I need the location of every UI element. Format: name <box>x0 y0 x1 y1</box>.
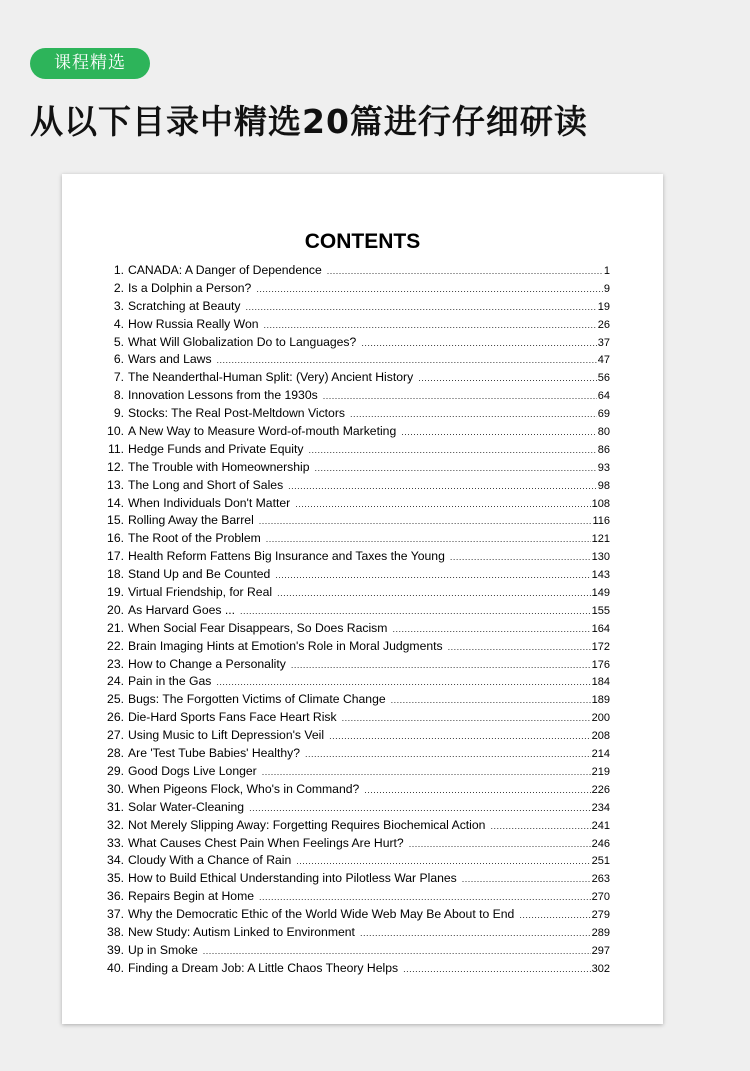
toc-dot-leader <box>315 460 597 477</box>
toc-entry-title: Not Merely Slipping Away: Forgetting Requires Biochemical Action <box>128 817 486 832</box>
toc-entry-number: 12. <box>107 459 124 474</box>
toc-entry-page: 251 <box>591 855 610 868</box>
toc-entry-number: 10. <box>107 424 124 439</box>
toc-entry-page: 172 <box>591 640 610 653</box>
toc-dot-leader <box>296 853 590 870</box>
toc-dot-leader <box>409 836 591 853</box>
toc-entry <box>96 763 610 781</box>
toc-entry-title: How to Change a Personality <box>128 656 286 671</box>
toc-entry <box>96 960 610 978</box>
toc-entry-title: Health Reform Fattens Big Insurance and Taxes the Young <box>128 549 445 564</box>
toc-dot-leader <box>249 800 591 817</box>
toc-entry-number: 7. <box>113 370 124 385</box>
toc-entry-number: 9. <box>113 406 124 421</box>
toc-entry-page: 200 <box>591 712 610 725</box>
toc-entry-number: 39. <box>107 942 124 957</box>
toc-entry-title: CANADA: A Danger of Dependence <box>128 263 322 277</box>
toc-entry <box>96 316 610 334</box>
toc-dot-leader <box>364 782 590 799</box>
toc-dot-leader <box>291 657 591 674</box>
toc-entry <box>96 441 610 459</box>
toc-entry <box>96 584 610 602</box>
toc-dot-leader <box>288 478 597 495</box>
toc-entry-page: 47 <box>597 354 610 367</box>
toc-entry-number: 22. <box>107 638 124 653</box>
toc-dot-leader <box>448 639 591 656</box>
toc-entry-page: 176 <box>591 658 610 671</box>
toc-entry <box>96 817 610 835</box>
toc-entry-number: 24. <box>107 674 124 689</box>
toc-entry-number: 8. <box>113 388 124 403</box>
toc-dot-leader <box>277 585 591 602</box>
toc-entry <box>96 745 610 763</box>
toc-entry-title: When Individuals Don't Matter <box>128 495 291 510</box>
toc-dot-leader <box>266 531 591 548</box>
toc-entry-number: 21. <box>107 620 124 635</box>
table-of-contents <box>96 262 610 978</box>
toc-entry-title: Are 'Test Tube Babies' Healthy? <box>128 746 300 761</box>
toc-dot-leader <box>305 746 591 763</box>
toc-entry-title: Virtual Friendship, for Real <box>128 585 273 600</box>
toc-entry-page: 214 <box>591 748 610 761</box>
toc-entry <box>96 334 610 352</box>
toc-entry-title: How Russia Really Won <box>128 316 259 331</box>
toc-dot-leader <box>203 943 591 960</box>
toc-entry-page: 164 <box>591 622 610 635</box>
toc-entry-page: 189 <box>591 694 610 707</box>
toc-entry <box>96 620 610 638</box>
toc-dot-leader <box>295 496 590 513</box>
toc-dot-leader <box>217 352 597 369</box>
toc-entry-title: A New Way to Measure Word-of-mouth Marketing <box>128 424 397 439</box>
toc-entry-number: 14. <box>107 495 124 510</box>
toc-entry-number: 29. <box>107 763 124 778</box>
book-contents-page <box>62 174 663 1024</box>
toc-dot-leader <box>462 871 591 888</box>
toc-entry-number: 33. <box>107 835 124 850</box>
toc-entry <box>96 673 610 691</box>
toc-entry-number: 2. <box>113 280 124 295</box>
toc-entry <box>96 548 610 566</box>
toc-entry-page: 64 <box>597 390 610 403</box>
toc-entry-page: 219 <box>591 765 610 778</box>
toc-entry <box>96 781 610 799</box>
toc-entry-number: 25. <box>107 692 124 707</box>
toc-dot-leader <box>275 567 590 584</box>
toc-entry-page: 184 <box>591 676 610 689</box>
toc-entry-page: 93 <box>597 461 610 474</box>
toc-entry <box>96 405 610 423</box>
toc-entry-number: 17. <box>107 549 124 564</box>
toc-dot-leader <box>256 281 603 298</box>
toc-entry-number: 34. <box>107 853 124 868</box>
toc-entry-number: 11. <box>107 441 124 456</box>
toc-dot-leader <box>308 442 596 459</box>
toc-entry <box>96 888 610 906</box>
toc-dot-leader <box>519 907 590 924</box>
toc-entry-title: What Causes Chest Pain When Feelings Are Hurt? <box>128 835 404 850</box>
toc-entry-number: 13. <box>107 477 124 492</box>
toc-entry-page: 279 <box>591 909 610 922</box>
toc-entry-number: 28. <box>107 746 124 761</box>
toc-dot-leader <box>327 263 603 280</box>
toc-entry-page: 246 <box>591 837 610 850</box>
toc-entry-title: The Root of the Problem <box>128 531 261 546</box>
toc-entry <box>96 459 610 477</box>
toc-entry-title: What Will Globalization Do to Languages? <box>128 334 357 349</box>
toc-entry-page: 69 <box>597 408 610 421</box>
toc-entry <box>96 512 610 530</box>
toc-entry-page: 26 <box>597 318 610 331</box>
toc-entry-page: 149 <box>591 587 610 600</box>
toc-entry-title: The Neanderthal-Human Split: (Very) Ancient History <box>128 370 414 385</box>
toc-entry <box>96 709 610 727</box>
toc-dot-leader <box>392 621 590 638</box>
toc-entry <box>96 942 610 960</box>
toc-entry-title: The Trouble with Homeownership <box>128 459 310 474</box>
toc-dot-leader <box>361 335 596 352</box>
toc-entry <box>96 799 610 817</box>
toc-entry-number: 16. <box>107 531 124 546</box>
toc-entry-number: 15. <box>107 513 124 528</box>
toc-dot-leader <box>450 549 591 566</box>
toc-entry-page: 263 <box>591 873 610 886</box>
toc-entry <box>96 656 610 674</box>
toc-entry-title: Bugs: The Forgotten Victims of Climate Change <box>128 692 386 707</box>
toc-entry-page: 37 <box>597 336 610 349</box>
toc-entry-title: Is a Dolphin a Person? <box>128 280 252 295</box>
toc-entry <box>96 924 610 942</box>
toc-entry-page: 98 <box>597 479 610 492</box>
toc-dot-leader <box>264 317 597 334</box>
toc-entry-number: 40. <box>107 960 124 975</box>
toc-entry <box>96 477 610 495</box>
toc-entry-title: Brain Imaging Hints at Emotion's Role in Moral Judgments <box>128 638 443 653</box>
toc-dot-leader <box>401 424 597 441</box>
toc-dot-leader <box>329 728 591 745</box>
toc-entry <box>96 638 610 656</box>
toc-entry-title: Finding a Dream Job: A Little Chaos Theory Helps <box>128 960 399 975</box>
toc-entry-page: 297 <box>591 944 610 957</box>
toc-entry-number: 20. <box>107 602 124 617</box>
toc-entry-number: 5. <box>113 334 124 349</box>
toc-entry <box>96 870 610 888</box>
toc-entry <box>96 387 610 405</box>
toc-entry-title: How to Build Ethical Understanding into Pilotless War Planes <box>128 871 457 886</box>
toc-dot-leader <box>391 692 591 709</box>
toc-entry-title: Repairs Begin at Home <box>128 889 254 904</box>
toc-entry-page: 143 <box>591 569 610 582</box>
toc-entry-page: 155 <box>591 604 610 617</box>
toc-entry-title: Stocks: The Real Post-Meltdown Victors <box>128 406 345 421</box>
toc-entry-page: 270 <box>591 891 610 904</box>
toc-entry-number: 18. <box>107 567 124 582</box>
toc-entry-number: 19. <box>107 585 124 600</box>
toc-entry-page: 121 <box>591 533 610 546</box>
toc-entry-title: Wars and Laws <box>128 352 212 367</box>
toc-dot-leader <box>403 961 591 978</box>
toc-entry-number: 36. <box>107 889 124 904</box>
toc-entry-title: Hedge Funds and Private Equity <box>128 441 304 456</box>
toc-entry-number: 27. <box>107 728 124 743</box>
toc-entry-title: Innovation Lessons from the 1930s <box>128 388 318 403</box>
toc-entry-title: The Long and Short of Sales <box>128 477 284 492</box>
toc-dot-leader <box>490 818 590 835</box>
toc-entry-number: 23. <box>107 656 124 671</box>
toc-entry <box>96 906 610 924</box>
toc-entry <box>96 262 610 280</box>
toc-entry-page: 208 <box>591 730 610 743</box>
toc-entry-page: 56 <box>597 372 610 385</box>
toc-entry-number: 31. <box>107 799 124 814</box>
toc-entry <box>96 852 610 870</box>
toc-entry-page: 86 <box>597 443 610 456</box>
toc-entry-page: 302 <box>591 962 610 975</box>
toc-entry-title: Why the Democratic Ethic of the World Wide Web May Be About to End <box>128 907 515 922</box>
page-headline: 从以下目录中精选20篇进行仔细研读 <box>30 102 588 141</box>
toc-entry-title: When Social Fear Disappears, So Does Racism <box>128 620 388 635</box>
toc-dot-leader <box>240 603 591 620</box>
toc-entry-page: 226 <box>591 783 610 796</box>
toc-entry <box>96 530 610 548</box>
toc-entry-number: 4. <box>113 316 124 331</box>
toc-entry-page: 130 <box>591 551 610 564</box>
toc-entry-title: Pain in the Gas <box>128 674 212 689</box>
toc-dot-leader <box>216 674 590 691</box>
toc-entry <box>96 727 610 745</box>
toc-entry-title: When Pigeons Flock, Who's in Command? <box>128 781 360 796</box>
toc-entry-page: 116 <box>592 515 610 528</box>
toc-entry-page: 234 <box>591 801 610 814</box>
toc-dot-leader <box>259 889 591 906</box>
toc-dot-leader <box>259 513 592 530</box>
toc-entry <box>96 691 610 709</box>
toc-entry-title: Solar Water-Cleaning <box>128 799 245 814</box>
toc-entry <box>96 369 610 387</box>
toc-entry-title: New Study: Autism Linked to Environment <box>128 924 355 939</box>
toc-entry-number: 30. <box>107 781 124 796</box>
toc-entry-title: Stand Up and Be Counted <box>128 567 271 582</box>
toc-entry-title: Rolling Away the Barrel <box>128 513 254 528</box>
toc-dot-leader <box>418 370 597 387</box>
toc-dot-leader <box>245 299 596 316</box>
toc-entry-page: 289 <box>591 926 610 939</box>
toc-dot-leader <box>342 710 591 727</box>
toc-entry-title: Die-Hard Sports Fans Face Heart Risk <box>128 710 337 725</box>
toc-entry-title: Good Dogs Live Longer <box>128 763 257 778</box>
toc-entry <box>96 566 610 584</box>
toc-entry-page: 108 <box>591 497 610 510</box>
toc-dot-leader <box>360 925 591 942</box>
toc-entry-number: 32. <box>107 817 124 832</box>
toc-entry-number: 38. <box>107 924 124 939</box>
toc-entry-title: Scratching at Beauty <box>128 298 241 313</box>
toc-entry-page: 1 <box>603 265 610 277</box>
toc-entry-title: Up in Smoke <box>128 942 198 957</box>
toc-entry <box>96 495 610 513</box>
toc-entry-number: 37. <box>107 907 124 922</box>
toc-entry-page: 19 <box>597 300 610 313</box>
contents-heading: CONTENTS <box>304 230 421 253</box>
course-selection-tag: 课程精选 <box>30 48 150 79</box>
toc-entry-title: Cloudy With a Chance of Rain <box>128 853 292 868</box>
toc-entry <box>96 280 610 298</box>
toc-entry <box>96 602 610 620</box>
toc-entry <box>96 423 610 441</box>
toc-entry <box>96 298 610 316</box>
toc-entry-number: 6. <box>113 352 124 367</box>
toc-dot-leader <box>350 406 597 423</box>
toc-entry-number: 3. <box>113 298 124 313</box>
toc-entry-number: 26. <box>107 710 124 725</box>
toc-entry-title: As Harvard Goes ... <box>128 602 236 617</box>
toc-entry-page: 9 <box>603 282 610 295</box>
toc-entry-number: 1. <box>113 263 124 277</box>
toc-dot-leader <box>262 764 591 781</box>
toc-dot-leader <box>323 388 597 405</box>
toc-entry <box>96 835 610 853</box>
toc-entry-page: 80 <box>597 426 610 439</box>
toc-entry <box>96 351 610 369</box>
toc-entry-title: Using Music to Lift Depression's Veil <box>128 728 325 743</box>
toc-entry-number: 35. <box>107 871 124 886</box>
toc-entry-page: 241 <box>591 819 610 832</box>
